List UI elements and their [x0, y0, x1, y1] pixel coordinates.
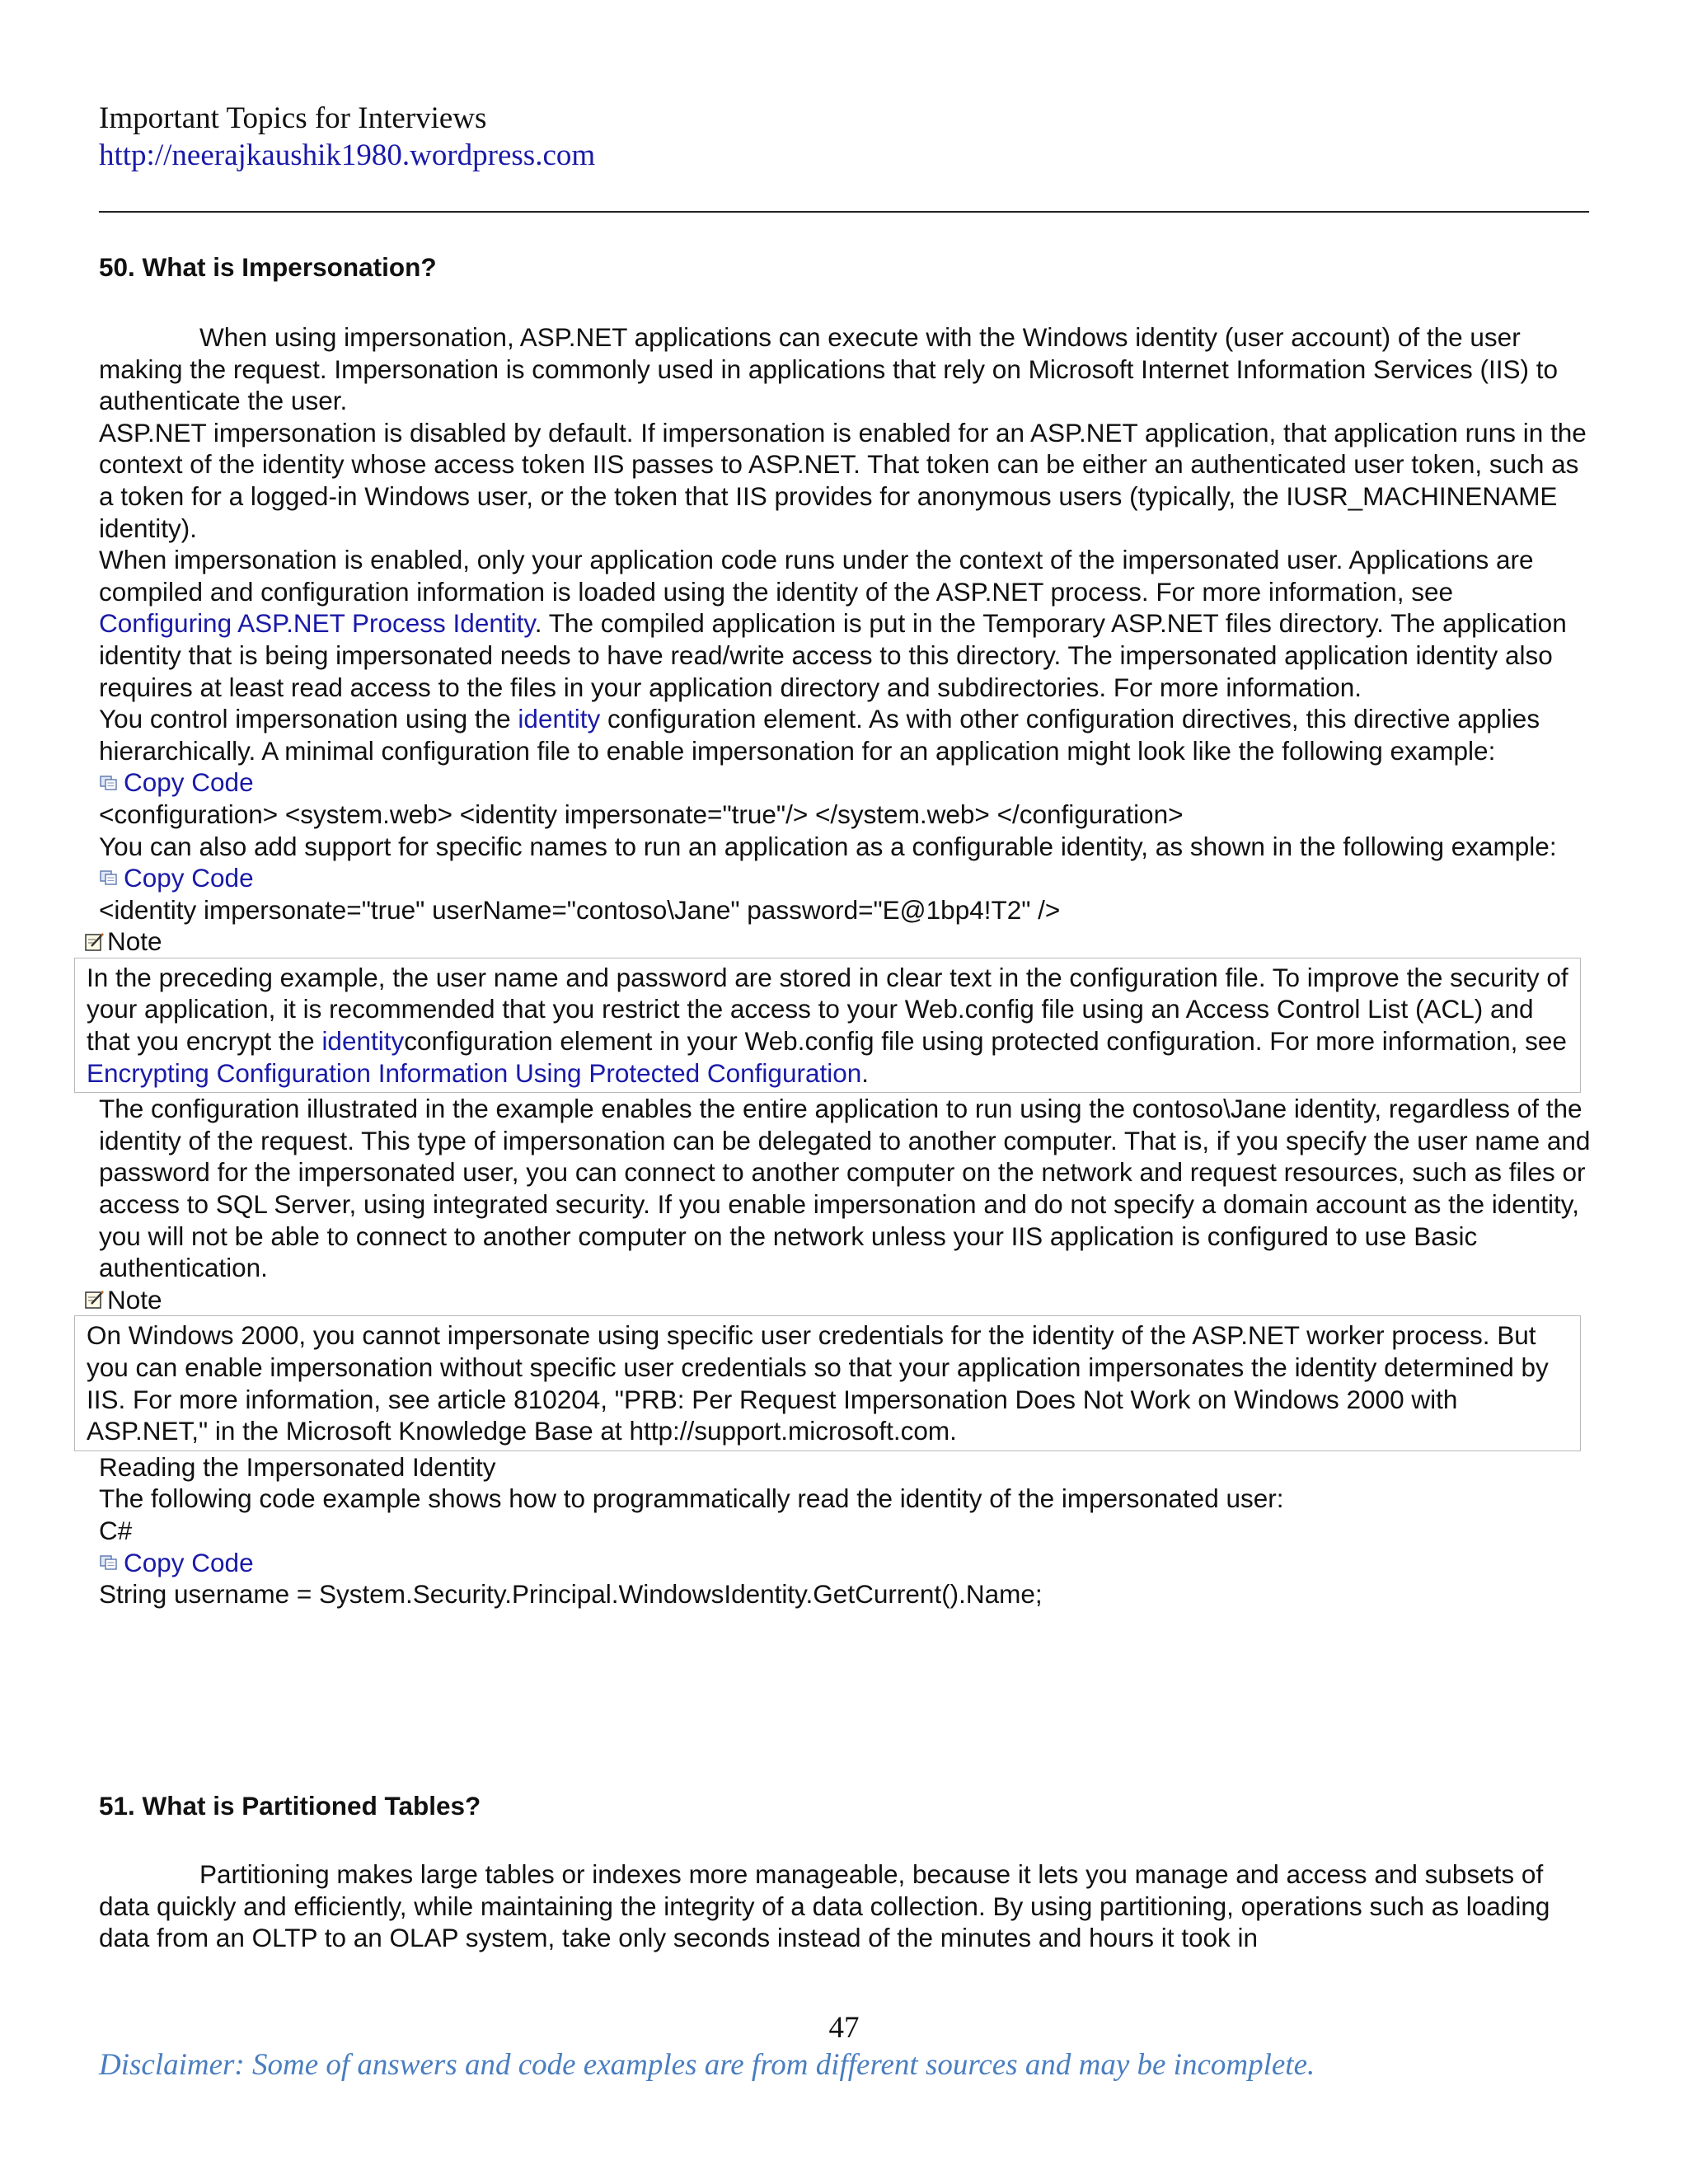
note-box-1: [74, 958, 1581, 1093]
q50-paragraph-3-text-a: When impersonation is enabled, only your application code runs under the context of the impersonated user. Applications are compiled and configuration information is loaded using the identity of the ASP.NET process. For more information, see: [99, 545, 1534, 607]
note-label-2: Note: [107, 1284, 162, 1315]
q50-paragraph-4-text-a: You control impersonation using the: [99, 704, 518, 734]
code-language-label: C#: [99, 1515, 133, 1545]
copy-code-icon: [99, 869, 122, 887]
q50-paragraph-4: [99, 703, 1591, 766]
q50-paragraph-6: The configuration illustrated in the example enables the entire application to run using the contoso\Jane identity, regardless of the identity of the request. This type of impersonation can be delegated to another computer. That is, if you specify the user name and password for the impersonated user, you can connect to another computer on the network and request resources, such as files or access to SQL Server, using integrated security. If you enable impersonation and do not specify a domain account as the identity, you will not be able to connect to another computer on the network unless your IIS application is configured to use Basic authentication.: [99, 1094, 1591, 1283]
copy-code-label-1: Copy Code: [124, 767, 254, 798]
copy-code-icon: [99, 774, 122, 792]
header-url-link[interactable]: http://neerajkaushik1980.wordpress.com: [99, 138, 596, 172]
question-51-title: 51. What is Partitioned Tables?: [99, 1791, 481, 1821]
copy-code-button-2[interactable]: [99, 862, 1591, 894]
code-sample-3: String username = System.Security.Principal.WindowsIdentity.GetCurrent().Name;: [99, 1579, 1043, 1610]
reading-impersonated-identity-heading: Reading the Impersonated Identity: [99, 1451, 496, 1482]
note-1-text-c: .: [861, 1057, 870, 1088]
note-1-text-a: In the preceding example, the user name and password are stored in clear text in the configuration file. To improve the security of your application, it is recommended that you restrict the access to your Web.config file using an Access Control List (ACL) and that you encrypt the: [87, 962, 1568, 1057]
copy-code-label-2: Copy Code: [124, 863, 254, 893]
q50-paragraph-4-text-b: configuration element. As with other configuration directives, this directive applies hierarchically. A minimal configuration file to enable impersonation for an application might look like the following example:: [99, 704, 1540, 766]
note-label-1: Note: [107, 926, 162, 957]
q50-paragraph-5: You can also add support for specific names to run an application as a configurable identity, as shown in the following example:: [99, 831, 1557, 861]
footer-disclaimer: Disclaimer: Some of answers and code examples are from different sources and may be incomplete.: [99, 2048, 1315, 2082]
code-sample-2: <identity impersonate="true" userName="contoso\Jane" password="E@1bp4!T2" />: [99, 894, 1061, 925]
q51-paragraph-1: Partitioning makes large tables or indexes more manageable, because it lets you manage and access and subsets of data quickly and efficiently, while maintaining the integrity of a data collection. By using partitioning, operations such as loading data from an OLTP to an OLAP system, take only seconds instead of the minutes and hours it took in: [99, 1859, 1550, 1953]
q50-paragraph-2: ASP.NET impersonation is disabled by default. If impersonation is enabled for an ASP.NET application, that application runs in the context of the identity whose access token IIS passes to ASP.NET. That token can be either an authenticated user token, such as a token for a logged-in Windows user, or the token that IIS provides for anonymous users (typically, the IUSR_MACHINENAME identity).: [99, 417, 1587, 543]
question-50-title: 50. What is Impersonation?: [99, 252, 437, 282]
q50-paragraph-3: [99, 544, 1591, 703]
header-title: Important Topics for Interviews: [99, 101, 487, 135]
note-heading-1: [84, 926, 1591, 958]
note-1-text-b: configuration element in your Web.config file using protected configuration. For more information, see: [404, 1026, 1567, 1057]
page-number: 47: [828, 2011, 860, 2045]
note-heading-2: [84, 1284, 1591, 1316]
note-pencil-icon: [84, 1289, 106, 1310]
q50-paragraph-1: When using impersonation, ASP.NET applications can execute with the Windows identity (user account) of the user making the request. Impersonation is commonly used in applications that rely on Microsoft Internet Information Services (IIS) to authenticate the user.: [99, 322, 1559, 416]
copy-code-label-3: Copy Code: [124, 1547, 254, 1577]
question-50-body: [87, 321, 1591, 1610]
reading-impersonated-identity-text: The following code example shows how to programmatically read the identity of the impersonated user:: [99, 1483, 1284, 1514]
copy-code-button-3[interactable]: [99, 1547, 1591, 1579]
identity-element-link[interactable]: identity: [518, 704, 601, 734]
note-identity-link[interactable]: identity: [321, 1026, 405, 1057]
question-51-body: [99, 1858, 1591, 1954]
configuring-process-identity-link[interactable]: Configuring ASP.NET Process Identity: [99, 608, 535, 639]
note-pencil-icon: [84, 931, 106, 953]
code-sample-1: <configuration> <system.web> <identity impersonate="true"/> </system.web> </configuration>: [99, 799, 1184, 829]
note-box-2: On Windows 2000, you cannot impersonate using specific user credentials for the identity of the ASP.NET worker process. But you can enable impersonation without specific user credentials so that your application impersonates the identity determined by IIS. For more information, see article 810204, "PRB: Per Request Impersonation Does Not Work on Windows 2000 with ASP.NET," in the Microsoft Knowledge Base at http://support.microsoft.com.: [74, 1315, 1581, 1451]
copy-code-button-1[interactable]: [99, 766, 1591, 799]
q50-paragraph-3-text-b: . The compiled application is put in the Temporary ASP.NET files directory. The application identity that is being impersonated needs to have read/write access to this directory. The impersonated application identity also requires at least read access to the files in your application directory and subdirectories. For more information.: [99, 608, 1567, 702]
copy-code-icon: [99, 1554, 122, 1572]
encrypting-configuration-link[interactable]: Encrypting Configuration Information Using Protected Configuration: [87, 1057, 862, 1088]
header-divider: [99, 211, 1589, 213]
